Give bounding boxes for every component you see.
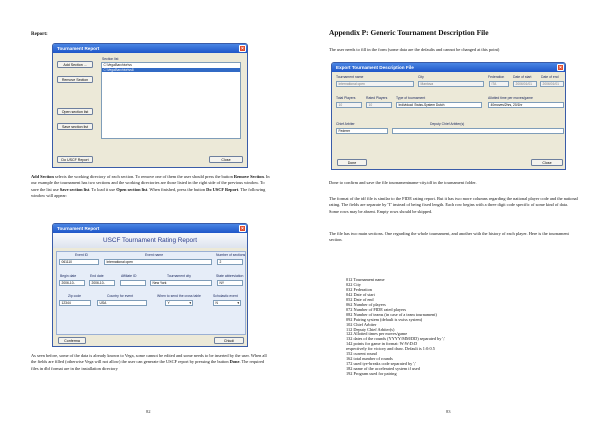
city-field[interactable]: Mantova [418,81,484,87]
scholastic-event-select[interactable]: N ▾ [213,300,241,306]
deputy-chief-arbiter-field[interactable] [392,128,564,134]
paragraph-sections-overview: The file has two main sections. One regarding the whole tournament, and another with the history of each player. Here is the tournament section. [329,231,569,243]
list-item: 062 Number of players [346,301,386,307]
export-dialog-titlebar [332,63,565,72]
list-item: 192 Program used for pairing [346,371,397,377]
close-button[interactable]: Close [531,159,563,166]
begin-date-field[interactable]: 2006-10- [59,280,85,286]
list-item: 142 points for game in format: W:W:D:D [346,341,418,347]
allotted-time-field[interactable]: 40moves/2hrs, 20/1hr [488,102,564,108]
done-button[interactable]: Done [337,159,367,166]
paragraph-done-confirm: Done to confirm and save the file tournamentname-city.tdf in the tournament folder. [329,180,477,185]
intro-paragraph: The user needs to fill in the form (some data are the defaults and cannot be changed at this point) [329,47,500,52]
uscf-report-titlebar [53,224,247,233]
page-number-right: 83 [446,409,451,414]
close-icon[interactable]: × [239,45,246,52]
date-of-start-field[interactable]: 2006/01/01 [513,81,537,87]
tournament-name-field[interactable]: International open [336,81,414,87]
close-icon[interactable]: × [239,225,246,232]
deputy-chief-arbiter-label: Deputy Chief Arbiter(s) [430,122,465,126]
field-code-list [346,278,445,377]
allotted-time-label: Allotted time per moves/game [488,96,533,100]
list-item: 172 used tye-breaks code separated by ';' [346,361,417,367]
remove-section-button[interactable]: Remove Section [57,76,93,83]
event-id-label: Event ID [75,253,89,257]
state-abbreviation-field[interactable]: NY [217,280,243,286]
when-to-send-label: When to send the cross table [157,294,201,298]
uscf-banner: USCF Tournament Rating Report [53,233,247,248]
list-item: 102 Chief Arbiter [346,321,377,327]
total-players-label: Total Players [336,96,356,100]
paragraph-done: As seen before, some of the data is already known to Vega, some cannot be edited and some needs to be inserted by the user. When all the fields are filled (otherwise Vega will not allow) the user can generate the USCF report by pressing the button Done. The required files in dbf format are in the installation directory [31,353,267,371]
date-of-end-field[interactable]: 2006/01/01 [540,81,564,87]
list-item: 112 Deputy Chief Arbiter(s) [346,326,395,332]
list-item: 022 City [346,281,361,287]
end-date-field[interactable]: 2006-10- [89,280,115,286]
report-heading: Report: [31,32,48,37]
list-item: 012 Tournament name [346,277,385,282]
list-item: 052 Date of end [346,296,374,302]
federation-field[interactable]: ITA [489,81,509,87]
type-of-tournament-label: Type of tournament [396,96,426,100]
end-date-label: End date [90,274,104,278]
event-name-label: Event name [145,253,164,257]
tournament-city-field[interactable]: New York [150,280,212,286]
date-of-end-label: Date of end [541,75,559,79]
export-dialog-window [331,62,566,170]
section-listbox[interactable] [101,62,241,139]
affiliate-id-field[interactable] [120,280,146,286]
list-item: 122 Allotted times per moves/game [346,331,408,337]
zip-code-label: Zip code [68,294,82,298]
list-item[interactable]: C:\Vega8\archive\vs8 [102,68,240,73]
list-item: respectively for victory and draw. Default is 1:0:0.5 [346,346,435,352]
section-list-label: Section list [102,57,119,61]
list-item: 072 Number of FIDE rated players [346,306,407,312]
number-of-sections-field[interactable]: 2 [217,259,243,265]
open-section-list-button[interactable]: Open section list [57,108,93,115]
close-button[interactable]: Close [209,156,243,163]
list-item: 032 Federation [346,286,372,292]
list-item: 132 dates of the rounds (YYYY/MM/DD) separated by ';' [346,336,446,342]
window-title: Tournament Report [57,46,100,51]
event-name-field[interactable]: International open [104,259,212,265]
list-item: 152 current round [346,351,377,357]
list-item: 042 Date of start [346,291,375,297]
tournament-report-titlebar [53,44,247,53]
list-item: 162 total number of rounds [346,356,393,362]
close-button[interactable]: Chiudi [214,337,244,344]
appendix-heading: Appendix P: Generic Tournament Description File [329,28,489,37]
begin-date-label: Begin date [60,274,77,278]
affiliate-id-label: Affiliate ID [121,274,137,278]
rated-players-label: Rated Players [366,96,388,100]
list-item: 182 name of the accelerated system if used [346,366,420,372]
country-label: Country for event [107,294,134,298]
country-field[interactable]: USA [97,300,147,306]
total-players-field[interactable]: 10 [336,102,362,108]
window-title: Export Tournament Description File [336,65,414,70]
chief-arbiter-field[interactable]: Federer [336,128,388,134]
state-abbreviation-label: State abbreviation [216,274,244,278]
city-label: City [418,75,424,79]
list-item: 092 Pairing system (default is swiss system) [346,316,423,322]
add-section-button[interactable]: Add Section ... [57,61,93,68]
federation-label: Federation [488,75,505,79]
chevron-down-icon[interactable]: ▾ [237,301,239,305]
event-id-field[interactable]: 061110 [59,259,99,265]
save-section-list-button[interactable]: Save section list [57,123,93,130]
right-page [300,0,600,424]
close-icon[interactable]: × [557,64,564,71]
chevron-down-icon[interactable]: ▾ [189,301,191,305]
list-item[interactable]: C:\Vega8\archive\vs [103,63,132,67]
window-title: Tournament Report [57,226,100,231]
zip-code-field[interactable]: 12344 [59,300,91,306]
tournament-report-window [52,43,248,168]
when-to-send-select[interactable]: Y ▾ [165,300,193,306]
page-number-left: 82 [146,409,151,414]
type-of-tournament-field[interactable]: Individual: Swiss-System Dutch [396,102,482,108]
list-item: 082 Number of teams (in case of a team tournament) [346,311,437,317]
tournament-city-label: Tournament city [167,274,191,278]
do-uscf-report-button[interactable]: Do USCF Report [57,156,93,163]
date-of-start-label: Date of start [513,75,532,79]
confirm-button[interactable]: Conferma [58,337,86,344]
tournament-name-label: Tournament name [336,75,364,79]
paragraph-sections: Add Section selects the working directory of each section. To remove one of them the user should press the button Remove Section. In our example the tournament has two sections and the working directories are those listed in the right side of the previous window. To save the list use Save section list. To load it use Open section list. When finished, press the button Do USCF Report. The following window will appear: [31,174,270,199]
scholastic-event-label: Scholastic event [213,294,238,298]
paragraph-format: The format of the tdf file is similar to the FIDE rating report. But it has two more columns regarding the national player code and the national rating. The fields are separate by 'T' instead of being fixed length. Each row begins with a three digit code specific of some kind of data. Some rows may be absent. Empty rows should be skipped. [329,196,578,214]
rated-players-field[interactable]: 10 [366,102,392,108]
uscf-report-window [52,223,248,347]
chief-arbiter-label: Chief Arbiter [336,122,355,126]
number-of-sections-label: Number of sections [216,253,246,257]
